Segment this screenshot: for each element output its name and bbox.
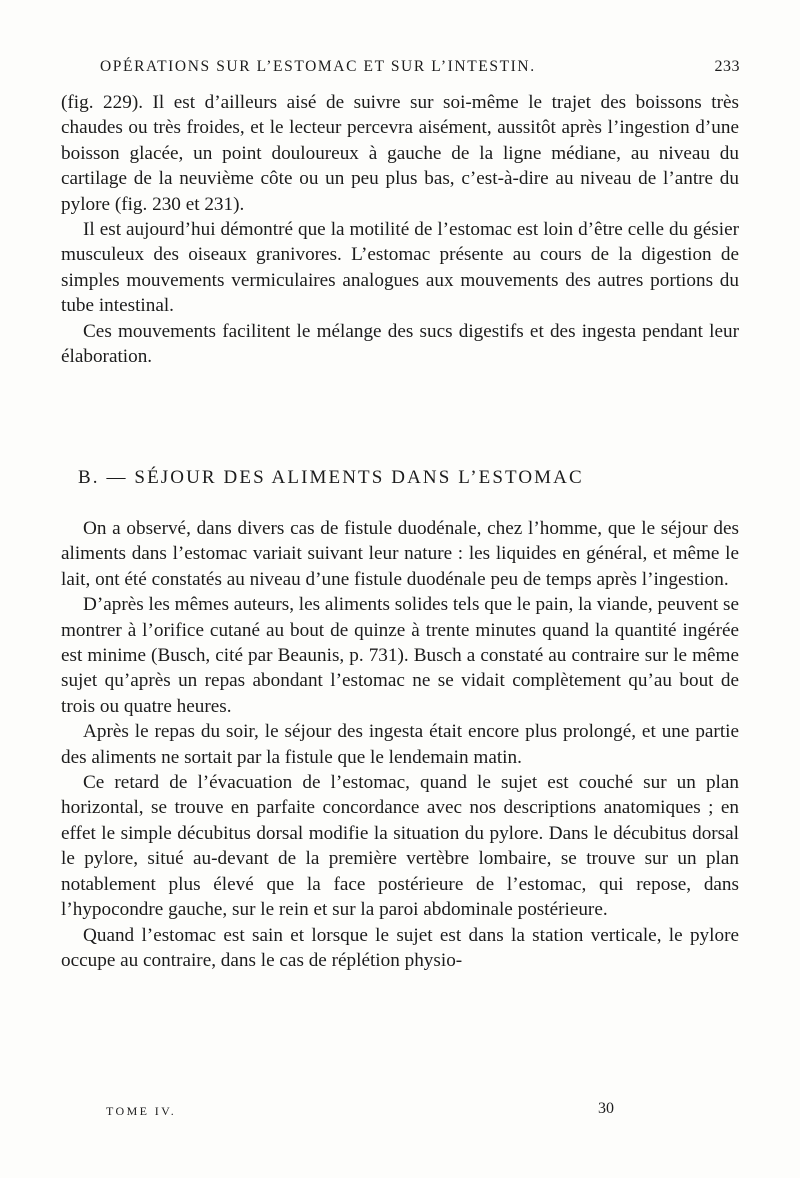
paragraph: Ces mouvements facilitent le mélange des sucs digestifs et des ingesta pendant leur élaboration. bbox=[61, 320, 739, 368]
page-number: 233 bbox=[714, 58, 740, 75]
paragraph: On a observé, dans divers cas de fistule duodénale, chez l’homme, que le séjour des aliments dans l’estomac variait suivant leur nature : les liquides en général, et même le lait, ont été constatés au niveau d’une fistule duodénale peu de temps après l’ingestion. bbox=[61, 518, 739, 590]
paragraph: Quand l’estomac est sain et lorsque le sujet est dans la station verticale, le pylore occupe au contraire, dans le cas de réplétion physio- bbox=[61, 924, 739, 971]
paragraph: Ce retard de l’évacuation de l’estomac, quand le sujet est couché sur un plan horizontal, se trouve en parfaite concordance avec nos descriptions anatomiques ; en effet le simple décubitus dorsal modifie la situation du pylore. Dans le décubitus dorsal le pylore, situé au-devant de la première vertèbre lombaire, se trouve sur un plan notablement plus élevé que la face postérieure de l’estomac, qui repose, dans l’hypocondre gauche, sur le rein et sur la paroi abdominale postérieure. bbox=[61, 772, 739, 921]
section-text bbox=[61, 516, 739, 973]
body-text bbox=[61, 90, 739, 369]
paragraph: D’après les mêmes auteurs, les aliments solides tels que le pain, la viande, peuvent se montrer à l’orifice cutané au bout de quinze à trente minutes quand la quantité ingérée est minime (Busch, cité par Beaunis, p. 731). Busch a constaté au contraire sur le même sujet qu’après un repas abondant l’estomac ne se vidait complètement qu’au bout de trois ou quatre heures. bbox=[61, 594, 739, 717]
section-heading: B. — SÉJOUR DES ALIMENTS DANS L’ESTOMAC bbox=[78, 467, 584, 488]
page-header bbox=[60, 58, 740, 82]
running-title: OPÉRATIONS SUR L’ESTOMAC ET SUR L’INTESTIN. bbox=[100, 58, 536, 75]
folio-number: 30 bbox=[598, 1100, 614, 1117]
paragraph: Il est aujourd’hui démontré que la motilité de l’estomac est loin d’être celle du gésier musculeux des oiseaux granivores. L’estomac présente au cours de la digestion de simples mouvements vermiculaires analogues aux mouvements des autres portions du tube intestinal. bbox=[61, 219, 739, 317]
page-footer bbox=[106, 1100, 614, 1124]
volume-signature: TOME IV. bbox=[106, 1104, 177, 1118]
paragraph: (fig. 229). Il est d’ailleurs aisé de suivre sur soi-même le trajet des boissons très chaudes ou très froides, et le lecteur percevra aisément, aussitôt après l’ingestion d’une boisson glacée, un point douloureux à gauche de la ligne médiane, au niveau du cartilage de la neuvième côte ou un peu plus bas, c’est-à-dire au niveau de l’antre du pylore (fig. 230 et 231). bbox=[61, 92, 739, 215]
paragraph: Après le repas du soir, le séjour des ingesta était encore plus prolongé, et une partie des aliments ne sortait par la fistule que le lendemain matin. bbox=[61, 721, 739, 768]
